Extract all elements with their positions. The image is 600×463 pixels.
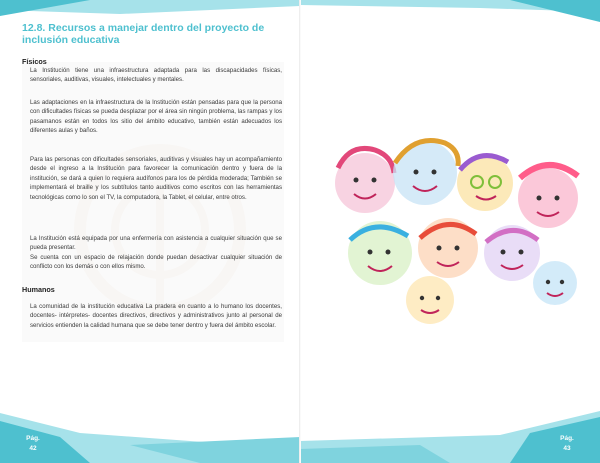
child-face bbox=[348, 221, 412, 285]
page-number-right bbox=[556, 434, 578, 454]
child-face bbox=[484, 225, 540, 281]
paragraph-fisicos-3: Para las personas con dificultades sensoriales, auditivas y visuales hay un acompañamiento desde el ingreso a la Institución para favorecer la comunicación dentro y fuera de la institución, se dará a quien lo requiera audífonos para los de pérdida moderada; También se implementará el braille y los subtítulos tanto auditivos como escritos con las herramientas tecnológicas como lo son el TV, la computadora, la Tablet, el celular, entre otros. bbox=[30, 156, 282, 201]
paragraph-fisicos-1: La Institución tiene una infraestructura adaptada para las discapacidades físicas, sensoriales, auditivas, visuales, intelectuales y mentales. bbox=[30, 67, 282, 84]
page-label: Pág. bbox=[26, 435, 40, 442]
child-face bbox=[518, 165, 578, 228]
child-face bbox=[457, 155, 513, 211]
subsection-title-fisicos: Físicos bbox=[22, 57, 47, 66]
page-number-left bbox=[22, 434, 44, 454]
child-face bbox=[335, 148, 395, 213]
top-right-wave-decoration bbox=[300, 0, 600, 40]
child-face bbox=[406, 276, 454, 324]
paragraph-fisicos-4: La Institución está equipada por una enfermería con asistencia a cualquier situación que se pueda presentar. bbox=[30, 235, 282, 252]
child-face bbox=[418, 218, 478, 278]
paragraph-humanos-1: La comunidad de la institución educativa La pradera en cuanto a lo humano los docentes, docentes- intérpretes- docentes directivos, directivos y administrativos junto al personal de servicios entienden la calidad humana que se debe tener dentro y fuera del ámbito escolar. bbox=[30, 303, 282, 329]
bottom-right-wave-decoration bbox=[300, 393, 600, 463]
paragraph-fisicos-5: Se cuenta con un espacio de relajación donde puedan desactivar cualquier situación de conflicto con los demás o con ellos mismo. bbox=[30, 254, 282, 271]
section-heading: 12.8. Recursos a manejar dentro del proyecto de inclusión educativa bbox=[22, 22, 265, 46]
page-number: 42 bbox=[29, 445, 37, 452]
bottom-left-wave-decoration bbox=[0, 393, 300, 463]
page-number: 43 bbox=[563, 445, 571, 452]
paragraph-fisicos-2: Las adaptaciones en la infraestructura de la Institución están pensadas para que la persona con dificultades físicas se pueda desplazar por el área sin ningún problema, las rampas y los pasamanos están en todos los sitio del ámbito educativo, también están adecuados los diferentes aulas y baños. bbox=[30, 99, 282, 135]
children-faces-illustration bbox=[320, 128, 590, 328]
child-face bbox=[533, 261, 577, 305]
subsection-title-humanos: Humanos bbox=[22, 285, 55, 294]
page-gutter bbox=[299, 0, 301, 463]
child-face bbox=[393, 141, 458, 206]
page-label: Pág. bbox=[560, 435, 574, 442]
